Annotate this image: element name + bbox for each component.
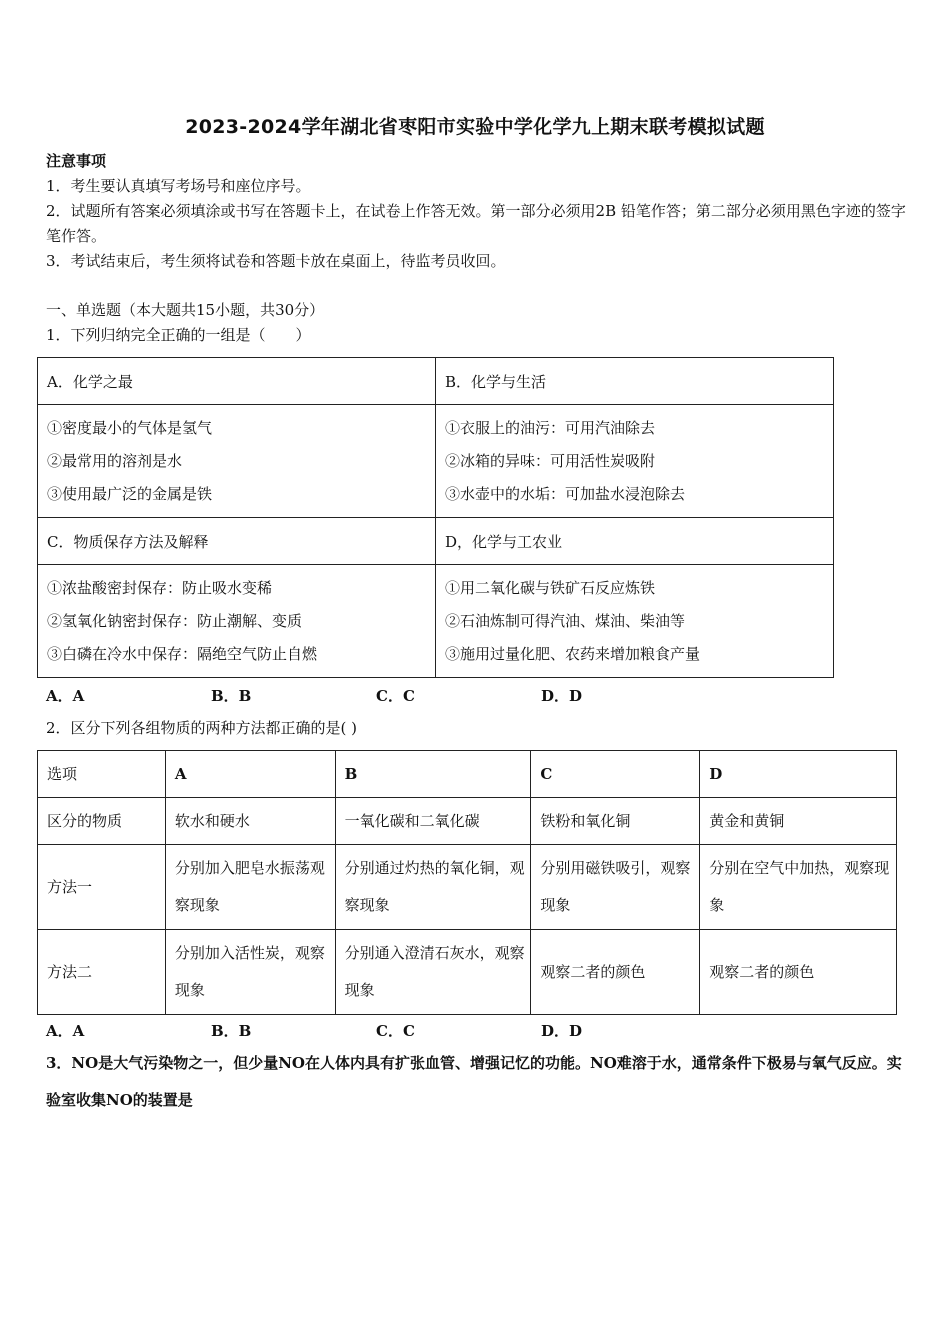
q2-header-cell: A <box>165 751 335 798</box>
q2-table-cell: 一氧化碳和二氧化碳 <box>335 798 531 845</box>
q1-d-line-2: ②石油炼制可得汽油、煤油、柴油等 <box>445 611 686 630</box>
q1-a-line-2: ②最常用的溶剂是水 <box>47 451 183 470</box>
q1-cell-a-title: A．化学之最 <box>38 358 436 405</box>
q1-c-line-3: ③白磷在冷水中保存：隔绝空气防止自燃 <box>47 644 318 663</box>
q1-c-line-1: ①浓盐酸密封保存：防止吸水变稀 <box>47 578 273 597</box>
q2-table-cell: 观察二者的颜色 <box>700 930 897 1015</box>
q1-options <box>0 685 950 705</box>
q2-option-a[interactable]: A．A <box>46 1022 85 1040</box>
section-heading: 一、单选题（本大题共15小题，共30分） <box>46 301 325 319</box>
q1-option-b[interactable]: B．B <box>211 687 252 705</box>
q2-table-cell: 分别通入澄清石灰水，观察现象 <box>335 930 531 1015</box>
q2-table-cell: 分别通过灼热的氧化铜，观察现象 <box>335 845 531 930</box>
q1-option-d[interactable]: D．D <box>541 687 583 705</box>
notice-heading: 注意事项 <box>46 152 107 170</box>
q1-a-line-1: ①密度最小的气体是氢气 <box>47 418 213 437</box>
q1-b-line-3: ③水壶中的水垢：可加盐水浸泡除去 <box>445 484 686 503</box>
question-1-stem: 1．下列归纳完全正确的一组是（ ） <box>46 326 311 344</box>
q2-table-cell: 软水和硬水 <box>165 798 335 845</box>
q2-table-cell: 区分的物质 <box>38 798 166 845</box>
q1-cell-b-body <box>436 405 834 518</box>
q1-cell-b-title: B．化学与生活 <box>436 358 834 405</box>
q2-table-cell: 观察二者的颜色 <box>531 930 700 1015</box>
question-2-table <box>37 750 897 1015</box>
q1-b-line-2: ②冰箱的异味：可用活性炭吸附 <box>445 451 656 470</box>
q2-header-cell: C <box>531 751 700 798</box>
notice-item-3: 3．考试结束后，考生须将试卷和答题卡放在桌面上，待监考员收回。 <box>46 252 506 270</box>
q2-table-cell: 方法二 <box>38 930 166 1015</box>
q2-table-cell: 分别在空气中加热，观察现象 <box>700 845 897 930</box>
notice-item-1: 1．考生要认真填写考场号和座位序号。 <box>46 177 311 195</box>
q1-option-a[interactable]: A．A <box>46 687 85 705</box>
q2-header-cell: D <box>700 751 897 798</box>
q2-header-cell: 选项 <box>38 751 166 798</box>
q1-cell-a-body <box>38 405 436 518</box>
q1-d-line-1: ①用二氧化碳与铁矿石反应炼铁 <box>445 578 656 597</box>
notice-item-2: 2．试题所有答案必须填涂或书写在答题卡上，在试卷上作答无效。第一部分必须用2B 铅笔作答；第二部分必须用黑色字迹的签字笔作答。 <box>46 202 906 245</box>
q1-c-line-2: ②氢氧化钠密封保存：防止潮解、变质 <box>47 611 303 630</box>
q1-b-line-1: ①衣服上的油污：可用汽油除去 <box>445 418 656 437</box>
q1-cell-c-body <box>38 565 436 678</box>
q1-cell-c-title: C．物质保存方法及解释 <box>38 518 436 565</box>
q1-option-c[interactable]: C．C <box>376 687 415 705</box>
q2-table-cell: 铁粉和氧化铜 <box>531 798 700 845</box>
q2-header-cell: B <box>335 751 531 798</box>
page-title: 2023-2024学年湖北省枣阳市实验中学化学九上期末联考模拟试题 <box>185 116 765 138</box>
q2-option-b[interactable]: B．B <box>211 1022 252 1040</box>
q1-cell-d-title: D，化学与工农业 <box>436 518 834 565</box>
q2-option-d[interactable]: D．D <box>541 1022 583 1040</box>
question-2-stem: 2．区分下列各组物质的两种方法都正确的是( ) <box>46 719 358 737</box>
q1-d-line-3: ③施用过量化肥、农药来增加粮食产量 <box>445 644 701 663</box>
q2-options <box>0 1020 950 1040</box>
q1-a-line-3: ③使用最广泛的金属是铁 <box>47 484 213 503</box>
q2-option-c[interactable]: C．C <box>376 1022 415 1040</box>
q1-cell-d-body <box>436 565 834 678</box>
question-1-table <box>37 357 834 678</box>
q2-table-cell: 黄金和黄铜 <box>700 798 897 845</box>
q2-table-cell: 分别用磁铁吸引，观察现象 <box>531 845 700 930</box>
q2-table-cell: 分别加入肥皂水振荡观察现象 <box>165 845 335 930</box>
q2-table-cell: 分别加入活性炭，观察现象 <box>165 930 335 1015</box>
question-3-stem: 3．NO是大气污染物之一，但少量NO在人体内具有扩张血管、增强记忆的功能。NO难溶于水，通常条件下极易与氧气反应。实验室收集NO的装置是 <box>46 1054 902 1109</box>
q2-table-cell: 方法一 <box>38 845 166 930</box>
